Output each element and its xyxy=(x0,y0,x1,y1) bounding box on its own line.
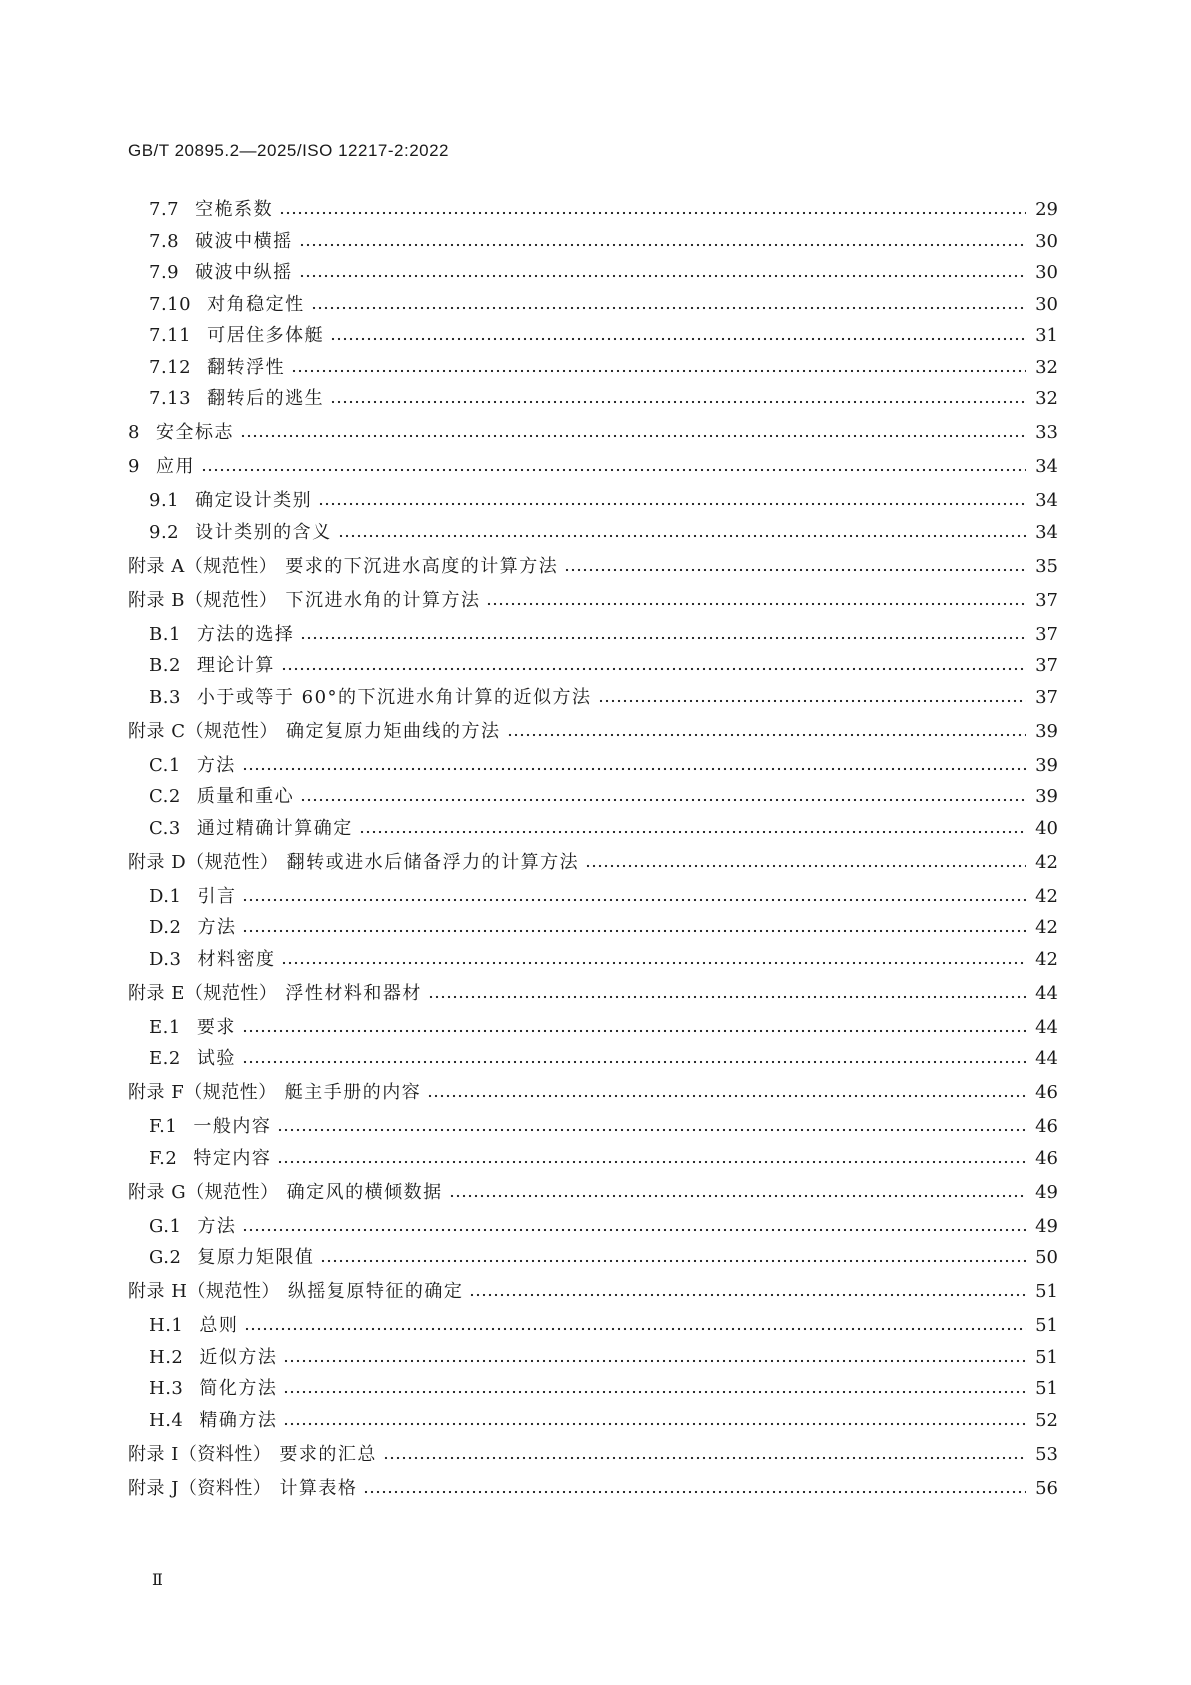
toc-entry-page: 46 xyxy=(1035,1116,1058,1137)
toc-leader-dots xyxy=(507,732,1027,738)
toc-entry-number: C.1 xyxy=(149,755,181,776)
toc-entry-page: 46 xyxy=(1035,1148,1058,1169)
toc-entry-title: 可居住多体艇 xyxy=(207,325,325,346)
toc-entry-number: E.2 xyxy=(149,1048,181,1069)
toc-entry-page: 37 xyxy=(1035,624,1058,645)
toc-entry-title: 对角稳定性 xyxy=(207,294,305,315)
toc-entry-page: 34 xyxy=(1035,490,1058,511)
toc-entry[interactable] xyxy=(149,1406,1058,1432)
toc-entry-title: 方法的选择 xyxy=(196,624,295,645)
toc-entry-page: 37 xyxy=(1035,590,1058,611)
toc-entry-page: 29 xyxy=(1035,199,1058,220)
toc-entry[interactable] xyxy=(128,418,1058,444)
toc-leader-dots xyxy=(338,533,1026,539)
toc-entry-number: 9.1 xyxy=(149,490,180,511)
toc-entry[interactable] xyxy=(149,1112,1058,1138)
toc-entry-page: 32 xyxy=(1035,357,1058,378)
toc-entry[interactable] xyxy=(128,848,1058,874)
toc-entry-number: 附录 D（规范性） xyxy=(128,852,279,873)
toc-leader-dots xyxy=(242,1059,1026,1065)
toc-leader-dots xyxy=(244,1326,1026,1332)
toc-entry[interactable] xyxy=(128,452,1058,478)
toc-leader-dots xyxy=(449,1193,1026,1199)
toc-entry-title: 通过精确计算确定 xyxy=(196,818,353,839)
toc-entry-title: 特定内容 xyxy=(193,1148,272,1169)
toc-entry-number: 附录 I（资料性） xyxy=(128,1444,272,1465)
toc-leader-dots xyxy=(383,1455,1026,1461)
toc-leader-dots xyxy=(283,1421,1026,1427)
toc-entry[interactable] xyxy=(149,1343,1058,1369)
toc-entry-number: H.3 xyxy=(149,1378,184,1399)
toc-entry-page: 44 xyxy=(1035,1017,1058,1038)
toc-entry[interactable] xyxy=(149,384,1058,410)
toc-entry[interactable] xyxy=(149,1243,1058,1269)
toc-entry-title: 一般内容 xyxy=(193,1116,272,1137)
toc-entry-number: H.1 xyxy=(149,1315,184,1336)
toc-entry[interactable] xyxy=(149,751,1058,777)
toc-entry-page: 39 xyxy=(1035,721,1058,742)
toc-entry-title: 应用 xyxy=(155,456,195,477)
toc-entry[interactable] xyxy=(128,586,1058,612)
toc-leader-dots xyxy=(359,829,1026,835)
toc-entry[interactable] xyxy=(149,651,1058,677)
toc-entry[interactable] xyxy=(149,518,1058,544)
toc-entry-page: 35 xyxy=(1035,556,1058,577)
toc-entry-title: 方法 xyxy=(196,755,236,776)
toc-entry-number: 7.10 xyxy=(149,294,192,315)
toc-entry-page: 56 xyxy=(1035,1478,1058,1499)
toc-entry[interactable] xyxy=(128,1440,1058,1466)
toc-entry-number: 7.13 xyxy=(149,388,192,409)
toc-leader-dots xyxy=(318,501,1026,507)
toc-entry-title: 翻转后的逃生 xyxy=(207,388,325,409)
toc-leader-dots xyxy=(300,797,1026,803)
toc-leader-dots xyxy=(240,433,1026,439)
toc-entry-page: 42 xyxy=(1035,852,1058,873)
toc-entry-title: 下沉进水角的计算方法 xyxy=(285,590,481,611)
toc-entry-title: 破波中横摇 xyxy=(195,231,293,252)
toc-leader-dots xyxy=(242,1028,1026,1034)
toc-leader-dots xyxy=(428,994,1026,1000)
toc-entry-number: E.1 xyxy=(149,1017,181,1038)
toc-entry-number: 9 xyxy=(128,456,140,477)
toc-entry-page: 49 xyxy=(1035,1182,1058,1203)
toc-entry[interactable] xyxy=(149,683,1058,709)
toc-entry-title: 纵摇复原特征的确定 xyxy=(287,1281,464,1302)
toc-entry-page: 34 xyxy=(1035,456,1058,477)
toc-entry-page: 51 xyxy=(1035,1378,1058,1399)
toc-entry-title: 安全标志 xyxy=(155,422,234,443)
toc-entry-page: 30 xyxy=(1035,231,1058,252)
toc-leader-dots xyxy=(330,336,1026,342)
toc-entry[interactable] xyxy=(149,1144,1058,1170)
toc-entry-page: 30 xyxy=(1035,294,1058,315)
toc-leader-dots xyxy=(320,1258,1026,1264)
toc-entry[interactable] xyxy=(149,1212,1058,1238)
toc-entry[interactable] xyxy=(149,814,1058,840)
toc-entry[interactable] xyxy=(128,717,1058,743)
toc-entry-title: 空桅系数 xyxy=(195,199,274,220)
toc-entry-page: 33 xyxy=(1035,422,1058,443)
toc-entry-page: 34 xyxy=(1035,522,1058,543)
toc-entry[interactable] xyxy=(149,782,1058,808)
toc-entry-page: 39 xyxy=(1035,755,1058,776)
toc-entry-title: 要求的下沉进水高度的计算方法 xyxy=(285,556,559,577)
toc-entry-number: 9.2 xyxy=(149,522,180,543)
toc-entry[interactable] xyxy=(128,1178,1058,1204)
toc-leader-dots xyxy=(427,1093,1026,1099)
toc-entry-number: D.3 xyxy=(149,949,182,970)
toc-entry-number: 附录 B（规范性） xyxy=(128,590,278,611)
toc-entry[interactable] xyxy=(128,1277,1058,1303)
toc-leader-dots xyxy=(277,1159,1026,1165)
toc-entry-title: 小于或等于 60°的下沉进水角计算的近似方法 xyxy=(196,687,592,708)
toc-leader-dots xyxy=(242,897,1026,903)
toc-entry-title: 材料密度 xyxy=(197,949,276,970)
toc-entry-page: 52 xyxy=(1035,1410,1058,1431)
toc-entry-number: 8 xyxy=(128,422,140,443)
toc-entry-number: H.4 xyxy=(149,1410,184,1431)
toc-entry-number: C.2 xyxy=(149,786,181,807)
toc-entry-number: G.2 xyxy=(149,1247,182,1268)
toc-leader-dots xyxy=(299,273,1026,279)
toc-entry-number: 7.9 xyxy=(149,262,180,283)
toc-leader-dots xyxy=(242,1227,1026,1233)
toc-entry-number: 附录 H（规范性） xyxy=(128,1281,280,1302)
toc-entry[interactable] xyxy=(149,1044,1058,1070)
toc-entry-title: 引言 xyxy=(197,886,237,907)
toc-entry-title: 破波中纵摇 xyxy=(195,262,293,283)
toc-entry-page: 31 xyxy=(1035,325,1058,346)
toc-entry-title: 设计类别的含义 xyxy=(195,522,332,543)
toc-leader-dots xyxy=(363,1489,1026,1495)
toc-entry-number: H.2 xyxy=(149,1347,184,1368)
toc-leader-dots xyxy=(300,635,1026,641)
toc-leader-dots xyxy=(281,666,1026,672)
toc-leader-dots xyxy=(291,368,1026,374)
toc-entry-title: 质量和重心 xyxy=(196,786,295,807)
toc-leader-dots xyxy=(330,399,1026,405)
toc-entry-title: 近似方法 xyxy=(199,1347,278,1368)
toc-entry-title: 艇主手册的内容 xyxy=(284,1082,422,1103)
toc-entry-number: 7.7 xyxy=(149,199,180,220)
toc-entry[interactable] xyxy=(149,1311,1058,1337)
toc-leader-dots xyxy=(299,242,1026,248)
toc-entry-page: 42 xyxy=(1035,949,1058,970)
toc-leader-dots xyxy=(201,467,1026,473)
toc-leader-dots xyxy=(277,1127,1026,1133)
toc-entry-number: C.3 xyxy=(149,818,181,839)
toc-entry-page: 44 xyxy=(1035,1048,1058,1069)
toc-entry-number: F.1 xyxy=(149,1116,178,1137)
toc-entry-title: 翻转浮性 xyxy=(207,357,286,378)
toc-entry-page: 42 xyxy=(1035,917,1058,938)
toc-leader-dots xyxy=(469,1292,1026,1298)
toc-entry[interactable] xyxy=(149,227,1058,253)
toc-entry-title: 总则 xyxy=(199,1315,239,1336)
toc-entry-number: 7.12 xyxy=(149,357,192,378)
toc-entry-title: 方法 xyxy=(197,1216,237,1237)
toc-entry-page: 51 xyxy=(1035,1281,1058,1302)
toc-entry-number: D.2 xyxy=(149,917,182,938)
toc-entry-title: 浮性材料和器材 xyxy=(285,983,422,1004)
toc-entry-number: 附录 A（规范性） xyxy=(128,556,278,577)
toc-entry-number: 附录 E（规范性） xyxy=(128,983,278,1004)
toc-entry[interactable] xyxy=(128,1078,1058,1104)
toc-entry-page: 32 xyxy=(1035,388,1058,409)
toc-entry[interactable] xyxy=(149,620,1058,646)
toc-entry-title: 翻转或进水后储备浮力的计算方法 xyxy=(286,852,580,873)
toc-entry-page: 44 xyxy=(1035,983,1058,1004)
toc-leader-dots xyxy=(283,1358,1026,1364)
toc-entry-number: G.1 xyxy=(149,1216,182,1237)
toc-entry[interactable] xyxy=(149,195,1058,221)
toc-entry-title: 理论计算 xyxy=(196,655,275,676)
toc-entry-number: 7.8 xyxy=(149,231,180,252)
toc-leader-dots xyxy=(486,601,1026,607)
toc-entry-title: 精确方法 xyxy=(199,1410,278,1431)
toc-entry-title: 计算表格 xyxy=(279,1478,358,1499)
toc-entry[interactable] xyxy=(149,882,1058,908)
toc-entry-number: 附录 C（规范性） xyxy=(128,721,278,742)
toc-leader-dots xyxy=(598,698,1026,704)
toc-entry-title: 确定设计类别 xyxy=(195,490,313,511)
toc-entry-page: 30 xyxy=(1035,262,1058,283)
toc-leader-dots xyxy=(242,766,1026,772)
document-header: GB/T 20895.2—2025/ISO 12217-2:2022 xyxy=(128,141,450,160)
toc-entry[interactable] xyxy=(149,321,1058,347)
toc-entry-number: D.1 xyxy=(149,886,182,907)
toc-entry[interactable] xyxy=(149,1013,1058,1039)
toc-entry-number: 7.11 xyxy=(149,325,192,346)
toc-entry-page: 51 xyxy=(1035,1315,1058,1336)
toc-entry-number: 附录 G（规范性） xyxy=(128,1182,279,1203)
toc-entry-title: 要求 xyxy=(196,1017,236,1038)
toc-entry-page: 46 xyxy=(1035,1082,1058,1103)
toc-entry-number: 附录 J（资料性） xyxy=(128,1478,272,1499)
toc-entry[interactable] xyxy=(128,1474,1058,1500)
toc-leader-dots xyxy=(279,210,1026,216)
toc-entry-page: 51 xyxy=(1035,1347,1058,1368)
toc-entry[interactable] xyxy=(149,1374,1058,1400)
toc-entry[interactable] xyxy=(149,258,1058,284)
toc-leader-dots xyxy=(585,863,1026,869)
toc-entry[interactable] xyxy=(149,945,1058,971)
page-number: Ⅱ xyxy=(152,1570,163,1589)
toc-entry[interactable] xyxy=(128,979,1058,1005)
toc-entry-number: B.1 xyxy=(149,624,181,645)
toc-entry-number: F.2 xyxy=(149,1148,178,1169)
toc-entry[interactable] xyxy=(149,353,1058,379)
toc-entry-title: 确定风的横倾数据 xyxy=(286,1182,443,1203)
toc-entry-page: 42 xyxy=(1035,886,1058,907)
toc-entry-title: 要求的汇总 xyxy=(279,1444,377,1465)
toc-entry[interactable] xyxy=(149,913,1058,939)
toc-entry-page: 39 xyxy=(1035,786,1058,807)
toc-entry-title: 确定复原力矩曲线的方法 xyxy=(286,721,501,742)
toc-entry[interactable] xyxy=(149,486,1058,512)
toc-entry[interactable] xyxy=(149,290,1058,316)
toc-entry-number: B.3 xyxy=(149,687,181,708)
toc-leader-dots xyxy=(564,567,1026,573)
toc-entry-title: 复原力矩限值 xyxy=(197,1247,315,1268)
toc-entry-page: 37 xyxy=(1035,655,1058,676)
toc-entry-page: 40 xyxy=(1035,818,1058,839)
toc-entry-page: 50 xyxy=(1035,1247,1058,1268)
toc-leader-dots xyxy=(281,960,1026,966)
toc-entry-number: B.2 xyxy=(149,655,181,676)
toc-entry-title: 方法 xyxy=(197,917,237,938)
toc-leader-dots xyxy=(311,305,1026,311)
toc-entry-page: 49 xyxy=(1035,1216,1058,1237)
toc-entry-title: 试验 xyxy=(196,1048,236,1069)
toc-entry-number: 附录 F（规范性） xyxy=(128,1082,277,1103)
toc-entry[interactable] xyxy=(128,552,1058,578)
toc-entry-title: 简化方法 xyxy=(199,1378,278,1399)
toc-leader-dots xyxy=(242,928,1026,934)
toc-entry-page: 53 xyxy=(1035,1444,1058,1465)
toc-leader-dots xyxy=(283,1389,1026,1395)
toc-entry-page: 37 xyxy=(1035,687,1058,708)
